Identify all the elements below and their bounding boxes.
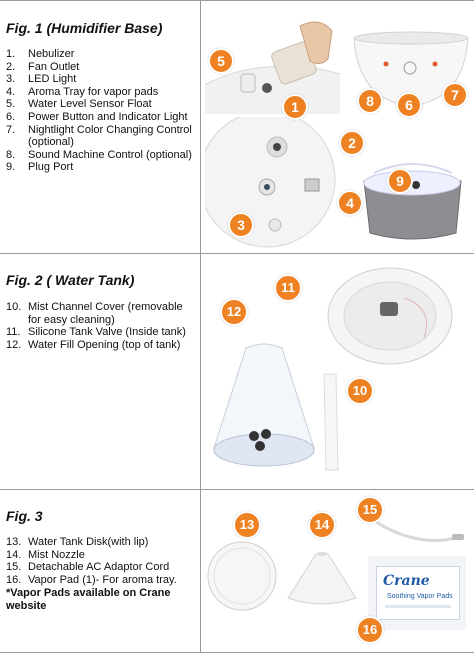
callout-badge-10: 10: [346, 377, 374, 405]
tank-bottom-illustration: [322, 258, 468, 368]
list-item: 15. Detachable AC Adaptor Cord: [6, 561, 170, 574]
photo-tank: [206, 328, 323, 483]
photo-tank-bottom: [322, 258, 468, 368]
table-divider-1: [0, 253, 474, 254]
list-item: 5. Water Level Sensor Float: [6, 98, 152, 111]
photo-vapor-pad: [368, 556, 466, 630]
photo-mist-nozzle: [286, 540, 358, 612]
mist-channel-illustration: [322, 370, 340, 474]
photo-base-top: [205, 117, 345, 248]
callout-badge-1: 1: [282, 94, 308, 120]
list-item: 10. Mist Channel Cover (removable for easy cleaning): [6, 301, 183, 326]
photo-base-light: [356, 153, 469, 248]
callout-badge-15: 15: [356, 496, 384, 524]
base-top-illustration: [205, 117, 345, 248]
list-item: 8. Sound Machine Control (optional): [6, 148, 192, 161]
list-item: 2. Fan Outlet: [6, 60, 80, 73]
callout-badge-6: 6: [396, 92, 422, 118]
callout-badge-8: 8: [357, 88, 383, 114]
callout-badge-9: 9: [387, 168, 413, 194]
callout-badge-2: 2: [339, 130, 365, 156]
table-divider-2: [0, 489, 474, 490]
list-item: 3. LED Light: [6, 73, 77, 86]
tank-disk-illustration: [206, 540, 278, 612]
callout-badge-4: 4: [337, 190, 363, 216]
callout-badge-7: 7: [442, 82, 468, 108]
list-item: 14. Mist Nozzle: [6, 548, 85, 561]
callout-badge-13: 13: [233, 511, 261, 539]
table-border-top: [0, 0, 474, 1]
photo-tank-disk: [206, 540, 278, 612]
mist-nozzle-illustration: [286, 540, 358, 612]
callout-badge-11: 11: [274, 274, 302, 302]
fig2-parts-list: [6, 301, 198, 351]
photo-mist-channel: [322, 370, 340, 474]
list-item: 13. Water Tank Disk(with lip): [6, 536, 149, 548]
column-divider: [200, 0, 201, 653]
tank-illustration: [206, 328, 323, 483]
crane-logo: Crane: [383, 573, 430, 589]
list-item: 9. Plug Port: [6, 161, 74, 174]
pad-stripe: [385, 605, 451, 608]
callout-badge-3: 3: [228, 212, 254, 238]
list-item: 12. Water Fill Opening (top of tank): [6, 338, 181, 351]
list-item: 6. Power Button and Indicator Light: [6, 110, 188, 123]
fig3-parts-list: [6, 536, 198, 586]
fig1-parts-list: [6, 48, 198, 174]
callout-badge-14: 14: [308, 511, 336, 539]
callout-badge-5: 5: [208, 48, 234, 74]
fig3-title: Fig. 3: [6, 508, 43, 524]
vapor-pad-label: Soothing Vapor Pads: [387, 593, 453, 600]
list-item: 11. Silicone Tank Valve (Inside tank): [6, 326, 186, 339]
fig2-title: Fig. 2 ( Water Tank): [6, 272, 135, 288]
list-item: 16. Vapor Pad (1)- For aroma tray.: [6, 573, 177, 586]
vapor-pad-package: [376, 566, 460, 620]
callout-badge-12: 12: [220, 298, 248, 326]
list-item: 7. Nightlight Color Changing Control (optional): [6, 123, 192, 149]
vapor-pad-note: *Vapor Pads available on Crane website: [6, 587, 171, 612]
callout-badge-16: 16: [356, 616, 384, 644]
list-item: 4. Aroma Tray for vapor pads: [6, 85, 159, 98]
fig1-title: Fig. 1 (Humidifier Base): [6, 20, 163, 36]
base-light-illustration: [356, 153, 469, 248]
list-item: 1. Nebulizer: [6, 48, 75, 60]
